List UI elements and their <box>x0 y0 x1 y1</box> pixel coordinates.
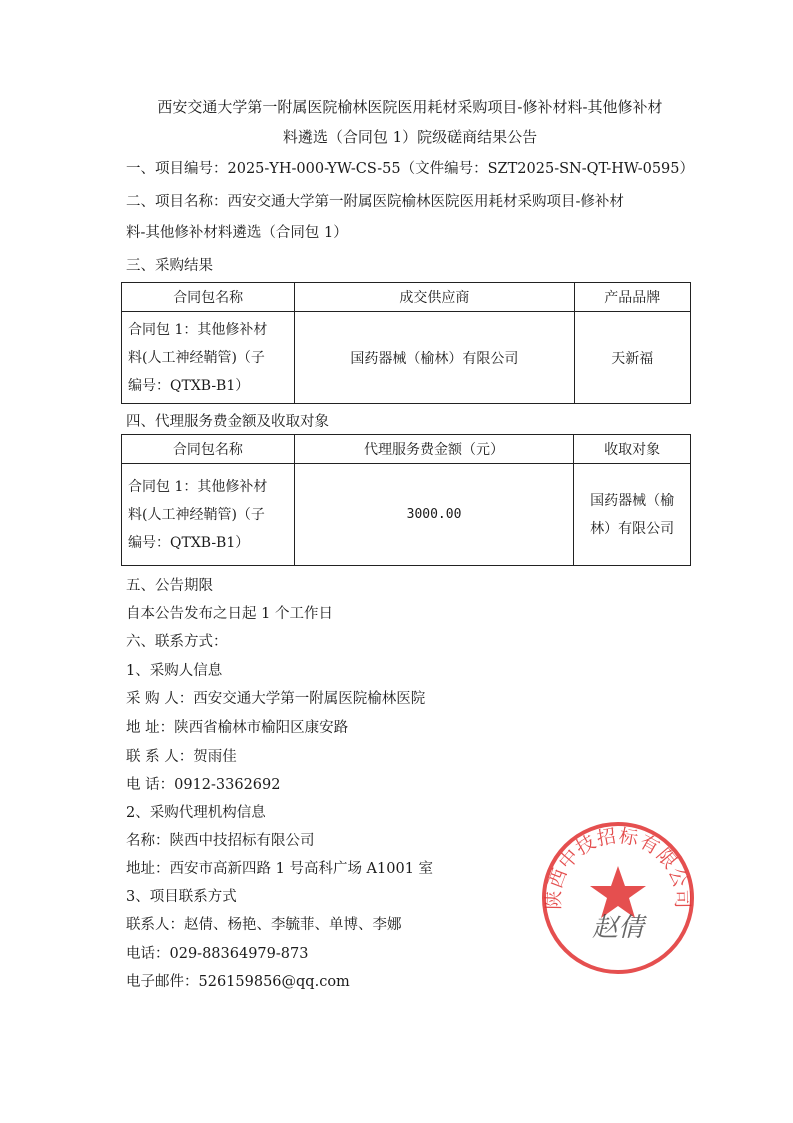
table-row <box>122 312 691 404</box>
header-fee-amount: 代理服务费金额（元） <box>294 435 573 464</box>
company-seal-icon <box>538 818 698 978</box>
contract-package-line-3: 编号：QTXB-B1） <box>128 377 250 394</box>
header-supplier: 成交供应商 <box>295 283 574 312</box>
project-name-line-1: 二、项目名称：西安交通大学第一附属医院榆林医院医用耗材采购项目-修补材 <box>126 194 624 210</box>
project-contacts: 联系人：赵倩、杨艳、李毓菲、单博、李娜 <box>126 917 402 933</box>
project-email: 电子邮件：526159856@qq.com <box>126 974 350 990</box>
result-table <box>121 282 691 404</box>
contract-package-line-3: 编号：QTXB-B1） <box>128 534 250 551</box>
fee-table-header-row <box>122 435 691 464</box>
payer-line-1: 国药器械（榆 <box>590 492 675 509</box>
purchaser-name: 采 购 人：西安交通大学第一附属医院榆林医院 <box>126 691 426 707</box>
notice-period: 自本公告发布之日起 1 个工作日 <box>126 606 333 622</box>
project-number: 一、项目编号：2025-YH-000-YW-CS-55（文件编号：SZT2025-SN-QT-HW-0595） <box>126 161 695 177</box>
fee-table <box>121 434 691 566</box>
contract-package-line-2: 料(人工神经鞘管)（子 <box>128 506 265 523</box>
purchaser-phone: 电 话：0912-3362692 <box>126 777 281 793</box>
supplier-cell: 国药器械（榆林）有限公司 <box>295 312 574 404</box>
contract-package-cell <box>122 312 295 404</box>
table-row <box>122 464 691 566</box>
section-6-heading: 六、联系方式： <box>126 634 228 650</box>
purchaser-heading: 1、采购人信息 <box>126 663 223 679</box>
section-5-heading: 五、公告期限 <box>126 578 213 594</box>
agency-name: 名称：陕西中技招标有限公司 <box>126 833 315 849</box>
title-line-1: 西安交通大学第一附属医院榆林医院医用耗材采购项目-修补材料-其他修补材 <box>157 98 663 116</box>
title-line-2: 料遴选（合同包 1）院级磋商结果公告 <box>282 128 538 146</box>
header-brand: 产品品牌 <box>574 283 690 312</box>
result-table-header-row <box>122 283 691 312</box>
contract-package-cell <box>122 464 295 566</box>
project-phone: 电话：029-88364979-873 <box>126 946 309 962</box>
purchaser-address: 地 址：陕西省榆林市榆阳区康安路 <box>126 720 349 736</box>
project-contact-heading: 3、项目联系方式 <box>126 889 237 905</box>
seal-text: 陕西中技招标有限公司 <box>542 825 694 910</box>
agency-address: 地址：西安市高新四路 1 号高科广场 A1001 室 <box>126 861 434 877</box>
contract-package-line-1: 合同包 1：其他修补材 <box>128 478 268 495</box>
section-3-heading: 三、采购结果 <box>126 258 213 274</box>
fee-amount-cell: 3000.00 <box>294 464 573 566</box>
agency-heading: 2、采购代理机构信息 <box>126 805 266 821</box>
project-name-line-2: 料-其他修补材料遴选（合同包 1） <box>126 225 348 241</box>
payer-line-2: 林）有限公司 <box>590 520 675 537</box>
header-payer: 收取对象 <box>574 435 691 464</box>
brand-cell: 天新福 <box>574 312 690 404</box>
signature: 赵倩 <box>591 913 645 943</box>
seal-star-icon <box>590 866 646 918</box>
section-4-heading: 四、代理服务费金额及收取对象 <box>126 414 329 430</box>
payer-cell <box>574 464 691 566</box>
contract-package-line-2: 料(人工神经鞘管)（子 <box>128 349 265 366</box>
contract-package-line-1: 合同包 1：其他修补材 <box>128 321 268 338</box>
purchaser-contact: 联 系 人：贺雨佳 <box>126 749 237 765</box>
header-contract-package: 合同包名称 <box>122 435 295 464</box>
header-contract-package: 合同包名称 <box>122 283 295 312</box>
